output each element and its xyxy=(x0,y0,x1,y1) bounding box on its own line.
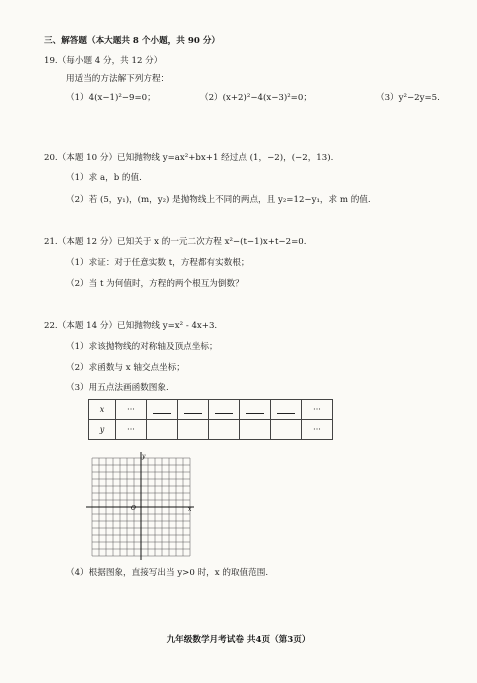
q19-intro: 用适当的方法解下列方程： xyxy=(66,74,170,84)
q20-part2: （2）若 (5，y₁)，(m，y₂) 是抛物线上不同的两点，且 y₂=12−y₁，求 m 的值. xyxy=(66,195,371,205)
table-cell-blank xyxy=(271,400,302,420)
section-title: 三、解答题（本大题共 8 个小题，共 90 分） xyxy=(44,36,221,46)
table-cell-empty xyxy=(209,420,240,440)
q19-heading: 19.（每小题 4 分，共 12 分） xyxy=(44,56,163,66)
table-cell-ellipsis: ··· xyxy=(116,420,147,440)
table-cell-blank xyxy=(209,400,240,420)
table-cell-empty xyxy=(240,420,271,440)
axis-y-label: y xyxy=(142,453,146,460)
table-cell-empty xyxy=(178,420,209,440)
q20-part1: （1）求 a，b 的值. xyxy=(66,173,142,183)
table-cell-ellipsis: ··· xyxy=(116,400,147,420)
q22-part4: （4）根据图象，直接写出当 y>0 时，x 的取值范围. xyxy=(66,568,269,578)
q19-part2-label: （2） xyxy=(200,93,223,103)
table-header-x: x xyxy=(89,400,116,420)
table-cell-empty xyxy=(147,420,178,440)
q22-part2: （2）求函数与 x 轴交点坐标； xyxy=(66,363,185,373)
table-cell-blank xyxy=(240,400,271,420)
value-table xyxy=(88,399,333,440)
table-row-y xyxy=(89,420,333,440)
q21-part1: （1）求证：对于任意实数 t，方程都有实数根； xyxy=(66,258,250,268)
table-header-y: y xyxy=(89,420,116,440)
q19-part1-label: （1） xyxy=(66,93,89,103)
q19-part1-equation: 4(x−1)²−9=0； xyxy=(88,93,156,103)
q19-part3-equation: y²−2y=5. xyxy=(398,93,440,103)
origin-label: O xyxy=(131,505,136,512)
q22-heading: 22.（本题 14 分）已知抛物线 y=x² - 4x+3. xyxy=(44,321,218,331)
coordinate-grid xyxy=(84,450,196,562)
table-cell-ellipsis: ··· xyxy=(302,400,333,420)
q22-part3: （3）用五点法画函数图象. xyxy=(66,383,169,393)
q19-part3-label: （3） xyxy=(376,93,399,103)
q19-part2-equation: (x+2)²−4(x−3)²=0； xyxy=(222,93,312,103)
q20-heading: 20.（本题 10 分）已知抛物线 y=ax²+bx+1 经过点 (1，−2)，(−2，13). xyxy=(44,153,334,163)
axis-x-label: x xyxy=(188,506,192,513)
q21-part2: （2）当 t 为何值时，方程的两个根互为倒数？ xyxy=(66,279,244,289)
table-cell-blank xyxy=(147,400,178,420)
q21-heading: 21.（本题 12 分）已知关于 x 的一元二次方程 x²−(t−1)x+t−2=0. xyxy=(44,237,307,247)
page-footer: 九年级数学月考试卷 共4页（第3页） xyxy=(166,635,311,645)
table-cell-blank xyxy=(178,400,209,420)
q22-part1: （1）求该抛物线的对称轴及顶点坐标； xyxy=(66,342,218,352)
q19-part1 xyxy=(66,92,156,104)
q19-part3 xyxy=(376,92,440,104)
table-row-x xyxy=(89,400,333,420)
table-cell-ellipsis: ··· xyxy=(302,420,333,440)
q19-part2 xyxy=(200,92,312,104)
table-cell-empty xyxy=(271,420,302,440)
